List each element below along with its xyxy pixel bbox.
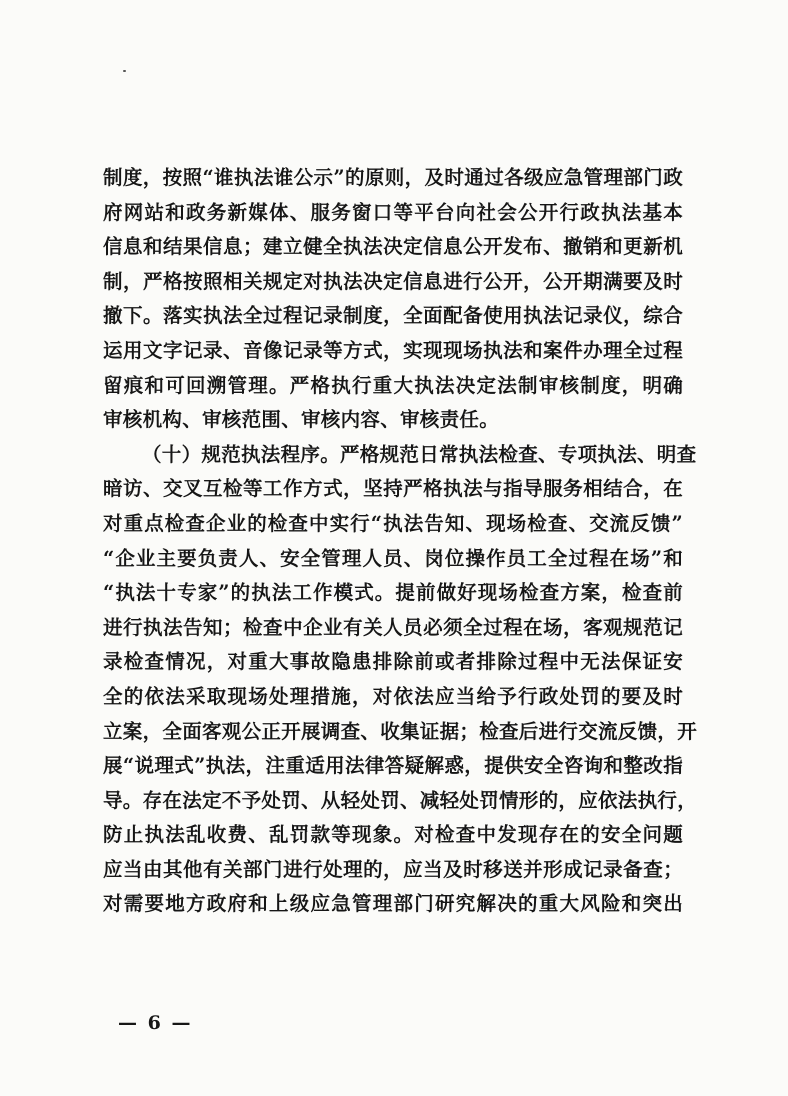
text-line: 对需要地方政府和上级应急管理部门研究解决的重大风险和突出 xyxy=(103,892,683,916)
text-line: 信息和结果信息；建立健全执法决定信息公开发布、撤销和更新机 xyxy=(103,235,683,259)
text-line: 制，严格按照相关规定对执法决定信息进行公开，公开期满要及时 xyxy=(103,269,683,293)
paragraph xyxy=(103,161,683,438)
text-line: 对重点检查企业的检查中实行“执法告知、现场检查、交流反馈” xyxy=(103,511,683,535)
text-line: 留痕和可回溯管理。严格执行重大执法决定法制审核制度，明确 xyxy=(103,373,683,397)
text-line: （十）规范执法程序。严格规范日常执法检查、专项执法、明查 xyxy=(142,442,697,466)
text-line: 撤下。落实执法全过程记录制度，全面配备使用执法记录仪，综合 xyxy=(103,304,683,328)
text-line: 全的依法采取现场处理措施，对依法应当给予行政处罚的要及时 xyxy=(103,684,683,708)
text-line: “执法十专家”的执法工作模式。提前做好现场检查方案，检查前 xyxy=(103,581,683,605)
text-line: 暗访、交叉互检等工作方式，坚持严格执法与指导服务相结合，在 xyxy=(103,477,683,501)
text-line: 导。存在法定不予处罚、从轻处罚、减轻处罚情形的，应依法执行， xyxy=(103,788,698,812)
text-line: “企业主要负责人、安全管理人员、岗位操作员工全过程在场”和 xyxy=(103,546,683,570)
text-line: 应当由其他有关部门进行处理的，应当及时移送并形成记录备查； xyxy=(103,857,683,881)
text-line: 立案，全面客观公正开展调查、收集证据；检查后进行交流反馈，开 xyxy=(103,719,698,743)
text-line: 录检查情况，对重大事故隐患排除前或者排除过程中无法保证安 xyxy=(103,650,683,674)
text-line: 展“说理式”执法，注重适用法律答疑解惑，提供安全咨询和整改指 xyxy=(103,754,683,778)
text-line: 制度，按照“谁执法谁公示”的原则，及时通过各级应急管理部门政 xyxy=(103,166,683,189)
text-line: 府网站和政务新媒体、服务窗口等平台向社会公开行政执法基本 xyxy=(103,200,683,224)
scan-speck xyxy=(123,70,126,72)
body-text xyxy=(103,161,698,922)
text-line: 防止执法乱收费、乱罚款等现象。对检查中发现存在的安全问题 xyxy=(103,823,683,847)
text-line: 进行执法告知；检查中企业有关人员必须全过程在场，客观规范记 xyxy=(103,615,683,639)
text-line: 审核机构、审核范围、审核内容、审核责任。 xyxy=(103,408,500,432)
page-number: — 6 — xyxy=(118,1012,193,1034)
paragraph xyxy=(103,438,698,922)
text-line: 运用文字记录、音像记录等方式，实现现场执法和案件办理全过程 xyxy=(103,338,683,362)
